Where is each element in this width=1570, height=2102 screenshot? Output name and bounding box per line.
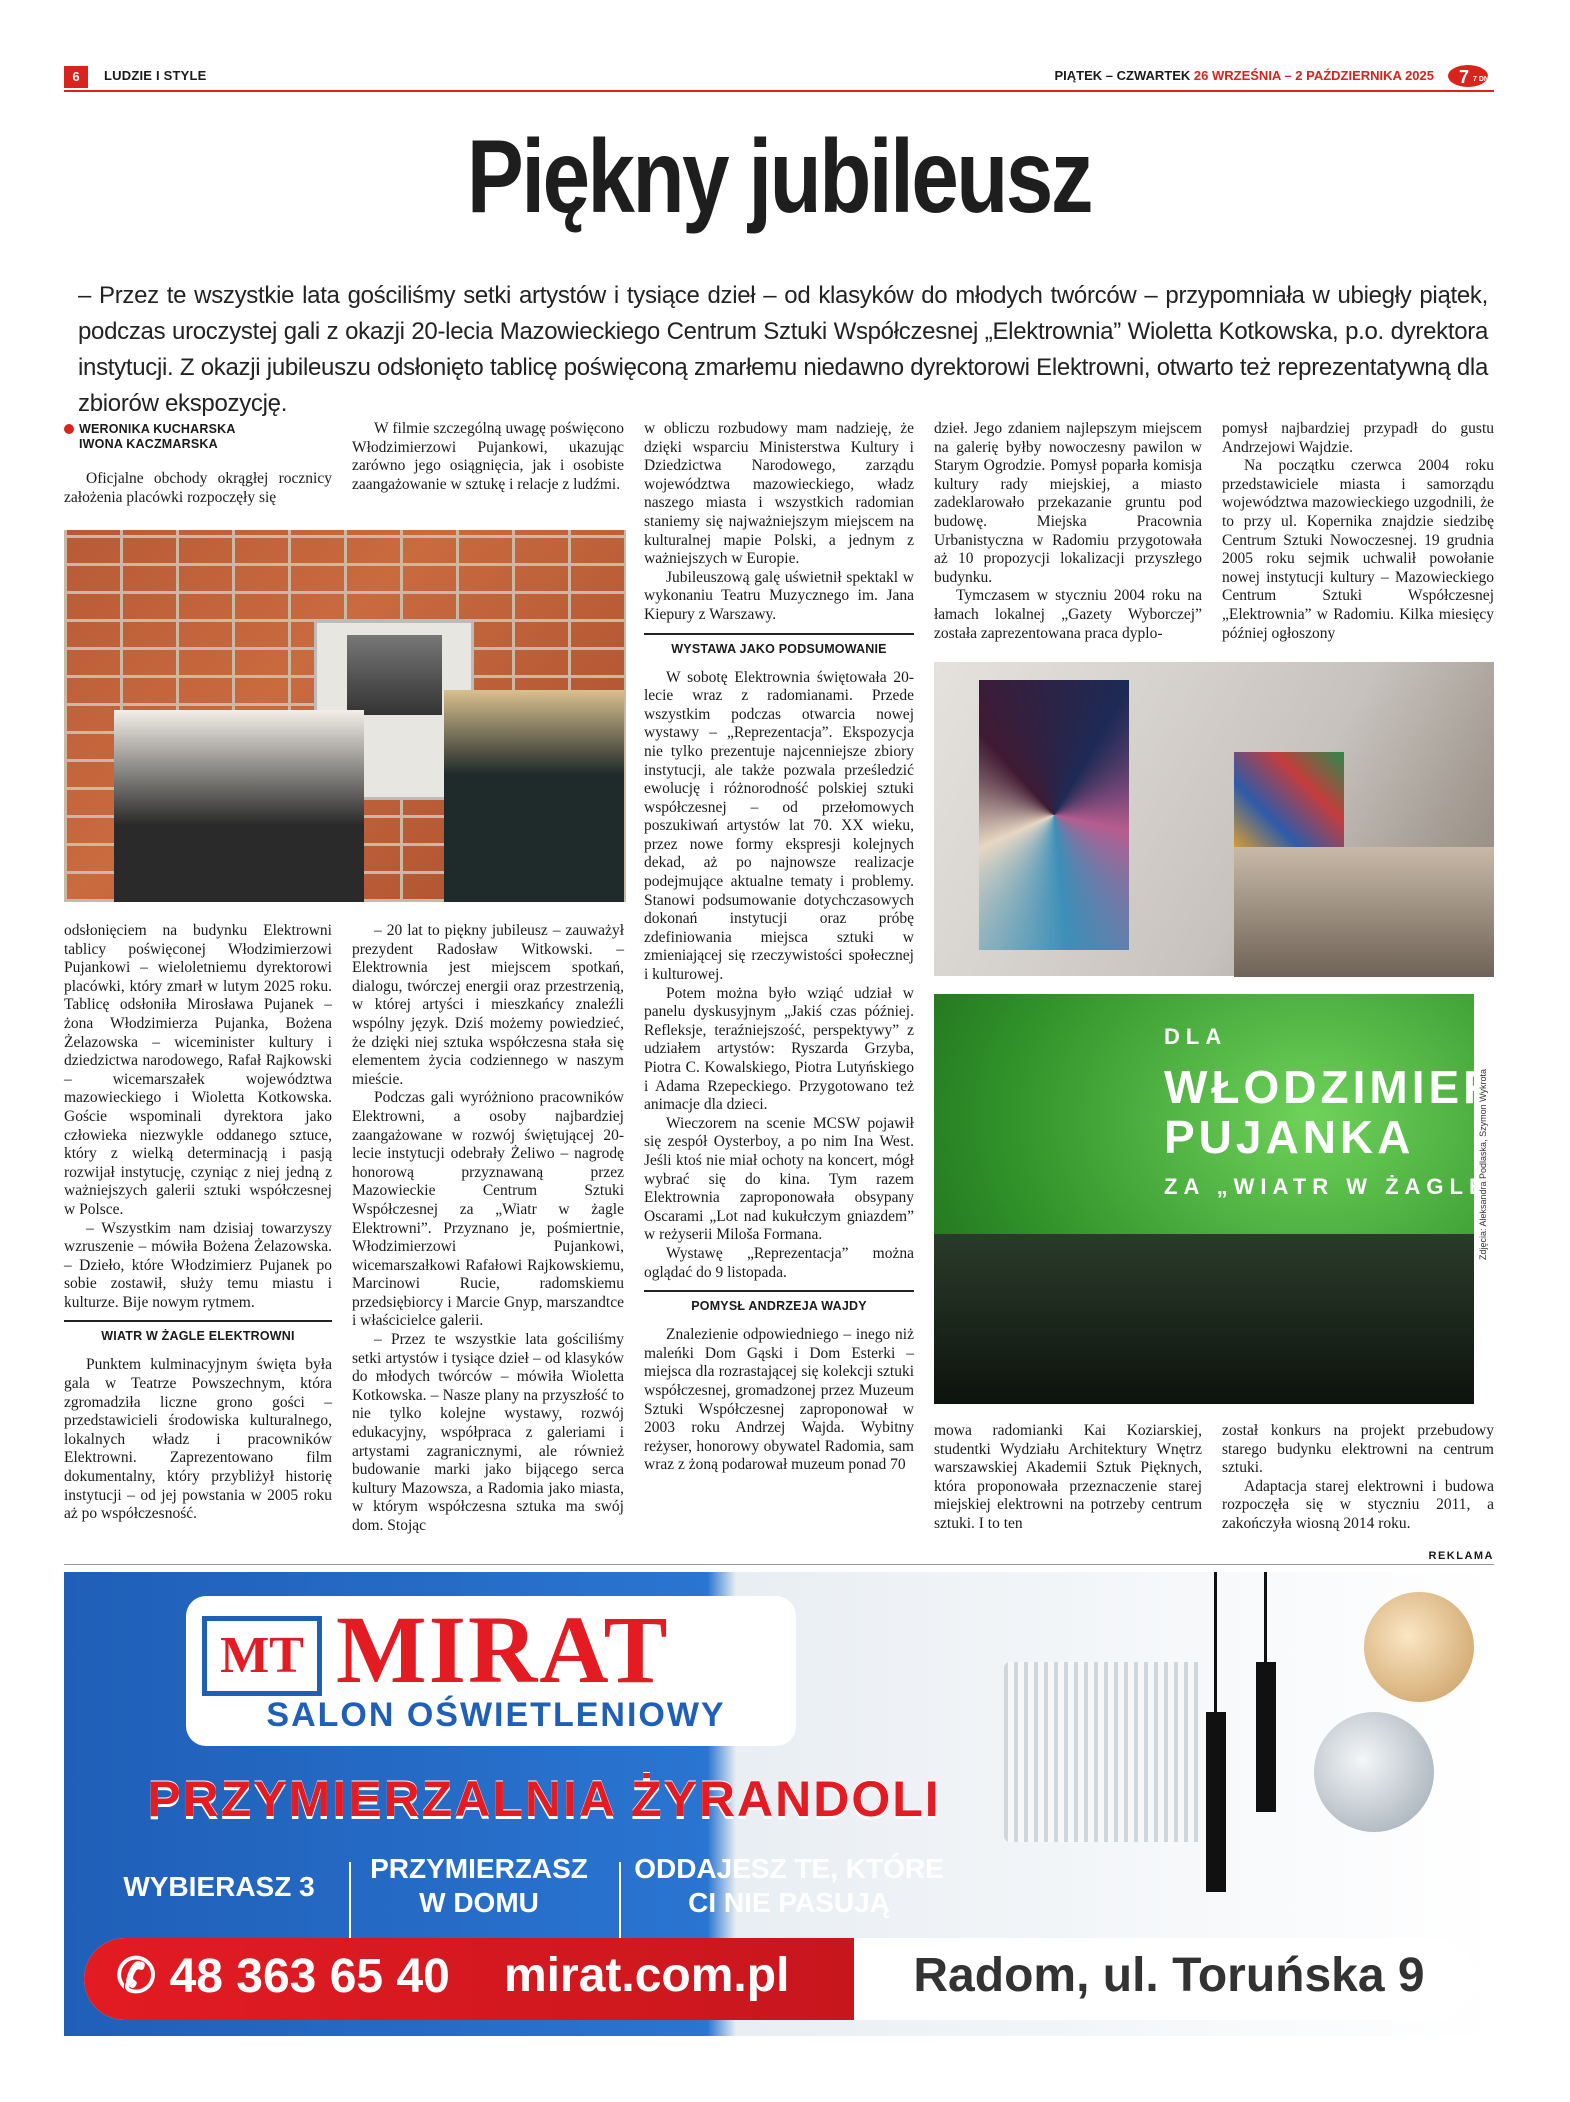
pendant-lamp-icon — [1206, 1712, 1226, 1892]
screen-text-line: ZA „WIATR W ŻAGLE — [1164, 1174, 1490, 1199]
paragraph: – Przez te wszystkie lata gościliśmy setki artystów i tysiące dzieł – od klasyków do młodych twórców – mówiła Wioletta Kotkowska. – Nasze plany na przyszłość to nie tylko kolejne wystawy, rozwój edukacyjny, współpraca z galeriami i artystami zagranicznymi, ale również budowanie marki jako bijącego serca kultury Mazowsza, a Radomia jako miasta, w którym współczesna sztuka ma swój dom. Stojąc — [352, 1331, 624, 1534]
paragraph: Na początku czerwca 2004 roku przedstawiciele miasta i samorządu województwa mazowieckiego uzgodnili, że to przy ul. Kopernika znajdzie siedzibę Centrum Sztuki Nowoczesnej. 19 grudnia 2005 roku sejmik uchwalił powołanie nowej instytucji kultury – Mazowieckiego Centrum Sztuki Współczesnej „Elektrownia” w Radomiu. Kilka miesięcy później ogłoszony — [1222, 457, 1494, 642]
column-1-top — [64, 422, 332, 507]
paragraph: Adaptacja starej elektrowni i budowa rozpoczęła się w styczniu 2011, a zakończyła wiosną 2014 roku. — [1222, 1477, 1494, 1532]
paragraph: Jubileuszową galę uświetnił spektakl w wykonaniu Teatru Muzycznego im. Jana Kiepury z Warszawy. — [644, 568, 914, 623]
column-1-middle — [64, 922, 332, 1524]
screen-text — [1164, 1012, 1570, 1212]
photo-exhibition — [934, 662, 1494, 976]
chandelier-image — [1004, 1662, 1204, 1842]
ad-logo-box — [186, 1596, 796, 1746]
byline — [64, 422, 332, 452]
mirat-logo-icon: MT — [202, 1616, 322, 1696]
subhead: WYSTAWA JAKO PODSUMOWANIE — [644, 633, 914, 663]
page-number: 6 — [64, 66, 88, 88]
artwork-painting — [1234, 752, 1344, 852]
people-group-right — [444, 690, 624, 902]
phone-icon: ✆ — [116, 1950, 157, 2003]
paragraph: – Wszystkim nam dzisiaj towarzyszy wzruszenie – mówiła Bożena Żelazowska. – Dzieło, które Włodzimierz Pujanek po sobie zostawił, służy temu miastu i kulturze. Bije nowym rytmem. — [64, 1219, 332, 1311]
column-5-bottom — [1222, 1422, 1494, 1534]
people-group-left — [114, 710, 364, 902]
ad-headline: PRZYMIERZALNIA ŻYRANDOLI — [147, 1771, 941, 1827]
pendant-lamp-icon — [1256, 1662, 1276, 1812]
subhead: POMYSŁ ANDRZEJA WAJDY — [644, 1290, 914, 1320]
paragraph: mowa radomianki Kai Koziarskiej, studentki Wydziału Architektury Wnętrz warszawskiej Akademii Sztuk Pięknych, która proponowała przeznaczenie starej miejskiej elektrowni na potrzeby centrum sztuki. I to ten — [934, 1422, 1202, 1532]
paragraph: Punktem kulminacyjnym święta była gala w Teatrze Powszechnym, która zgromadziła liczne grono gości – przedstawicieli środowiska kulturalnego, lokalnych władz i pracowników Elektrowni. Zaprezentowano film dokumentalny, który przybliżył historię instytucji – od jej powstania w 2005 roku aż po współczesność. — [64, 1356, 332, 1523]
paragraph: został konkurs na projekt przebudowy starego budynku elektrowni na centrum sztuki. — [1222, 1422, 1494, 1477]
column-5-top — [1222, 420, 1494, 643]
date-range: 26 WRZEŚNIA – 2 PAŹDZIERNIKA 2025 — [1193, 68, 1434, 83]
ad-address: Radom, ul. Toruńska 9 — [913, 1949, 1425, 2002]
column-4-bottom — [934, 1422, 1202, 1534]
ad-step-1: WYBIERASZ 3 — [123, 1871, 315, 1902]
paragraph: Oficjalne obchody okrągłej rocznicy założenia placówki rozpoczęły się — [64, 470, 332, 506]
portrait-image — [347, 635, 442, 715]
ad-label: REKLAMA — [1428, 1550, 1494, 1562]
divider — [349, 1862, 351, 1938]
paragraph: Potem można było wziąć udział w panelu dyskusyjnym „Jakiś czas później. Refleksje, teraźniejszość, perspektywy” z udziałem artystów: Ryszarda Grzyba, Piotra C. Kowalskiego, Piotra Lutyńskiego i Adama Rzepeckiego. Przygotowano też animacje dla dzieci. — [644, 984, 914, 1114]
photo-credit: Zdjęcia: Aleksandra Podlaska, Szymon Wykrota — [1478, 1068, 1488, 1260]
7dni-logo — [1446, 64, 1494, 88]
photo-plaque-unveiling — [64, 530, 626, 902]
author-1: WERONIKA KUCHARSKA — [79, 422, 236, 436]
paragraph: Wieczorem na scenie MCSW pojawił się zespół Oysterboy, a po nim Ina West. Jeśli ktoś nie miał ochoty na koncert, mógł wybrać się do kina. Tym razem Elektrownia zaproponowała obsypany Oscarami „Lot nad kukułczym gniazdem” w reżyserii Miloša Formana. — [644, 1114, 914, 1244]
section-name: LUDZIE I STYLE — [104, 68, 207, 83]
paragraph: Znalezienie odpowiedniego – inego niż maleńki Dom Gąski i Dom Esterki – miejsca dla rozrastającej się kolekcji sztuki współczesnej, gromadzonej przez Muzeum Sztuki Współczesnej zaproponował w 2003 roku Andrzej Wajda. Wybitny reżyser, honorowy obywatel Radomia, sam wraz z żoną podarował muzeum ponad 70 — [644, 1326, 914, 1474]
lede: – Przez te wszystkie lata gościliśmy setki artystów i tysiące dzieł – od klasyków do młodych twórców – przypomniała w ubiegły piątek, podczas uroczystej gali z okazji 20-lecia Mazowieckiego Centrum Sztuki Współczesnej „Elektrownia” Wioletta Kotkowska, p.o. dyrektora instytucji. Z okazji jubileuszu odsłonięto tablicę poświęconą zmarłemu niedawno dyrektorowi Elektrowni, otwarto też reprezentatywną dla zbiorów ekspozycję. — [78, 282, 1488, 417]
column-2-middle — [352, 922, 624, 1536]
visitors-crowd — [1234, 847, 1494, 977]
paragraph: w obliczu rozbudowy mam nadzieję, że dzięki wsparciu Ministerstwa Kultury i Dziedzictwa Narodowego, zarządu województwa mazowieckiego, władz naszego miasta i wszystkich radomian staniemy się najważniejszym miejscem na kulturalnej mapie Polski, a jednym z ważniejszych w Europie. — [644, 420, 914, 568]
subhead: WIATR W ŻAGLE ELEKTROWNI — [64, 1320, 332, 1350]
paragraph: Podczas gali wyróżniono pracowników Elektrowni, a osoby najbardziej zaangażowane w rozwój świętującej 20-lecie instytucji odebrały Żeliwo – nagrodę honorową przyznawaną przez Mazowieckie Centrum Sztuki Współczesnej za „Wiatr w żagle Elektrowni”. Przyznano je, pośmiertnie, Włodzimierzowi Pujankowi, wicemarszałkowi Rafałowi Rajkowskiemu, Marcinowi Rucie, radomskiemu przedsiębiorcy i Marcie Gnyp, marszandtce i właścicielce galerii. — [352, 1089, 624, 1330]
ad-website-link[interactable]: mirat.com.pl — [504, 1949, 790, 2002]
headline: Piękny jubileusz — [466, 119, 1092, 235]
ad-phone[interactable] — [116, 1948, 450, 2004]
ad-step-2: PRZYMIERZASZ W DOMU — [370, 1853, 588, 1918]
ad-contact-pill — [84, 1938, 854, 2020]
logo-text: 7 DNI — [1473, 76, 1491, 83]
bullet-icon — [64, 424, 74, 434]
ad-brand: MIRAT — [336, 1596, 670, 1703]
column-3 — [644, 420, 914, 1475]
paragraph: Wystawę „Reprezentacja” można oglądać do 9 listopada. — [644, 1244, 914, 1281]
dateline — [1055, 68, 1434, 83]
stage-people — [934, 1234, 1474, 1404]
paragraph: dzieł. Jego zdaniem najlepszym miejscem na galerię byłby nowoczesny pawilon w Starym Ogrodzie. Pomysł poparła komisja kultury rady miejskiej, a miasto zadeklarowało przekazanie gruntu pod budowę. Miejska Pracownia Urbanistyczna w Radomiu przygotowała aż 10 propozycji lokalizacji przyszłego budynku. — [934, 420, 1202, 586]
artwork-painting — [979, 680, 1129, 950]
svg-text:7: 7 — [1459, 67, 1470, 87]
paragraph: W filmie szczególną uwagę poświęcono Włodzimierzowi Pujankowi, ukazując zarówno jego osiągnięcia, jak i osobiste zaangażowanie w sztukę i relacje z ludźmi. — [352, 420, 624, 493]
author-2: IWONA KACZMARSKA — [79, 437, 218, 451]
screen-text-line: WŁODZIMIERZA — [1164, 1061, 1570, 1113]
screen-text-line: PUJANKA — [1164, 1111, 1415, 1163]
ad-step-3: ODDAJESZ TE, KTÓRE CI NIE PASUJĄ — [634, 1853, 944, 1918]
paragraph: odsłonięciem na budynku Elektrowni tablicy poświęconej Włodzimierzowi Pujankowi – wieloletniemu dyrektorowi placówki, który zmarł w lutym 2025 roku. Tablicę odsłoniła Mirosława Pujanek – żona Włodzimierza Pujanka, Bożena Żelazowska – wiceminister kultury i dziedzictwa narodowego, Rafał Rajkowski – wicemarszałek województwa mazowieckiego i Wioletta Kotkowska. Goście wspominali dyrektora jako człowieka niezwykle oddanego sztuce, który z wielką determinacją i pasją rozwijał instytucję, czyniąc z niej jedną z ważniejszych galerii sztuki współczesnej w Polsce. — [64, 922, 332, 1218]
divider — [619, 1862, 621, 1938]
ad-contact-bar[interactable] — [84, 1938, 1474, 2020]
ad-subtitle: SALON OŚWIETLENIOWY — [266, 1696, 726, 1734]
advertisement[interactable] — [64, 1572, 1494, 2036]
date-prefix: PIĄTEK – CZWARTEK — [1054, 68, 1194, 83]
divider — [64, 1564, 1494, 1565]
screen-text-line: DLA — [1164, 1024, 1228, 1049]
globe-lamp-icon — [1364, 1592, 1474, 1702]
paragraph: – 20 lat to piękny jubileusz – zauważył prezydent Radosław Witkowski. – Elektrownia jest miejscem spotkań, dialogu, twórczej energii oraz przestrzenią, w której artyści i mieszkańcy znaleźli wspólny język. Dziś możemy powiedzieć, że dzięki niej sztuka współczesna stała się elementem życia codziennego w naszym mieście. — [352, 922, 624, 1088]
column-4-top — [934, 420, 1202, 643]
paragraph: W sobotę Elektrownia świętowała 20-lecie wraz z radomianami. Przede wszystkim podczas otwarcia nowej wystawy – „Reprezentacja”. Ekspozycja nie tylko prezentuje najcenniejsze zbiory instytucji, ale także pozwala prześledzić ewolucję i różnorodność polskiej sztuki współczesnej – od przełomowych poszukiwań artystów lat 70. XX wieku, przez nowe formy ekspresji kolejnych dekad, aż po najnowsze realizacje podejmujące aktualne tematy i problemy. Stanowi podsumowanie dotychczasowych dokonań instytucji oraz próbę zdefiniowania miejsca sztuki w zmieniającej się rzeczywistości społecznej i kulturowej. — [644, 668, 914, 984]
ad-phone-number: 48 363 65 40 — [169, 1950, 450, 2003]
globe-lamp-icon — [1314, 1712, 1434, 1832]
paragraph: pomysł najbardziej przypadł do gustu Andrzejowi Wajdzie. — [1222, 420, 1494, 456]
paragraph: Tymczasem w styczniu 2004 roku na łamach lokalnej „Gazety Wyborczej” została zaprezentowana praca dyplo- — [934, 587, 1202, 642]
page-header — [64, 62, 1494, 92]
column-2-top — [352, 420, 624, 494]
